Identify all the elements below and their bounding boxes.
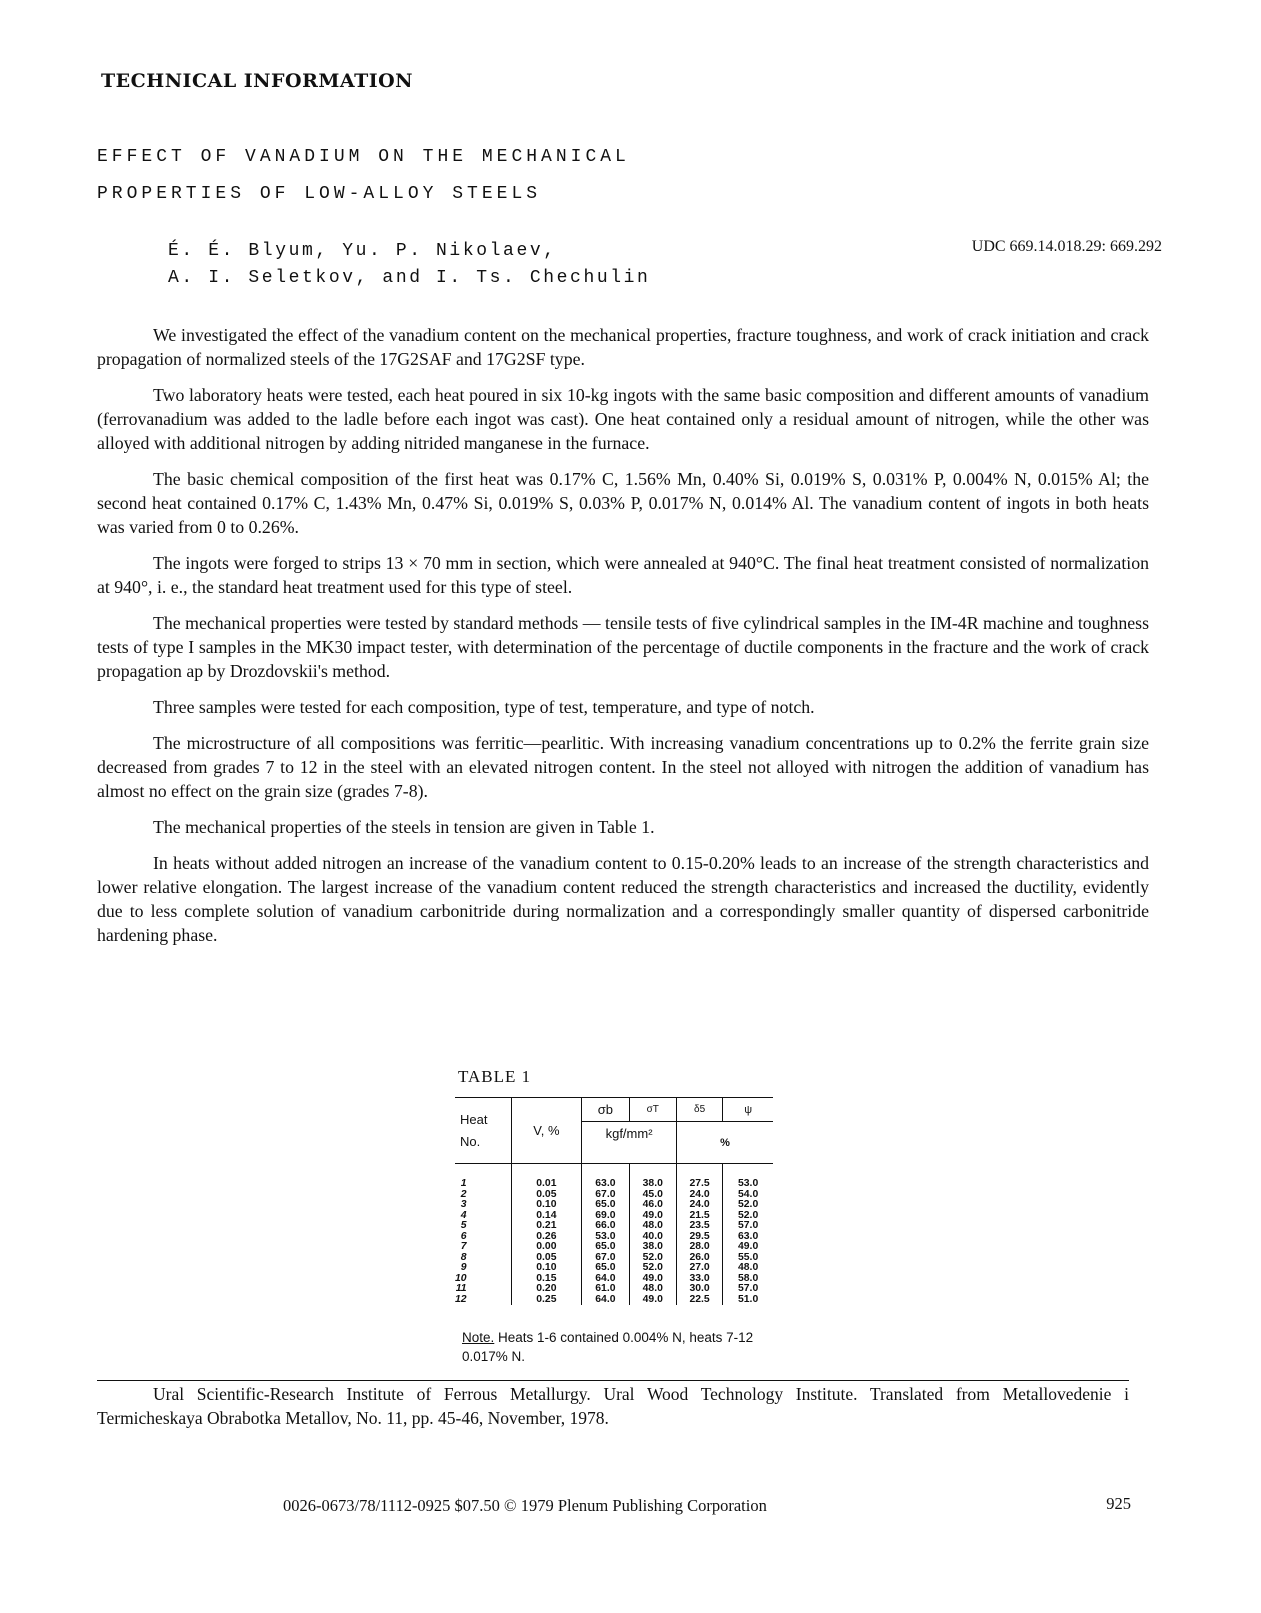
paragraph: In heats without added nitrogen an increase of the vanadium content to 0.15-0.20% leads to an increase of the strength characteristics and lower relative elongation. The largest increase of the vanadium content reduced the strength characteristics and increased the ductility, evidently due to less complete solution of vanadium carbonitride during normalization and a correspondingly smaller quantity of dispersed carbonitride hardening phase. — [97, 853, 1149, 945]
heat-label-line-1: Heat — [460, 1111, 488, 1127]
cell-psi: 54.0 — [723, 1190, 773, 1201]
col-header-heat — [455, 1098, 511, 1164]
col-header-psi: ψ — [723, 1098, 773, 1122]
cell-sb: 65.0 — [582, 1242, 629, 1253]
cell-v: 0.05 — [511, 1253, 582, 1264]
table-row — [455, 1284, 773, 1295]
cell-sb: 67.0 — [582, 1190, 629, 1201]
cell-sb: 61.0 — [582, 1284, 629, 1295]
cell-d: 27.5 — [676, 1164, 722, 1190]
copyright-line: 0026-0673/78/1112-0925 $07.50 © 1979 Plenum Publishing Corporation — [283, 1496, 767, 1515]
cell-st: 49.0 — [629, 1211, 676, 1222]
cell-psi: 58.0 — [723, 1274, 773, 1285]
cell-psi: 52.0 — [723, 1211, 773, 1222]
col-header-delta: δ5 — [676, 1098, 722, 1122]
footnote-rule — [97, 1380, 1129, 1381]
cell-psi: 49.0 — [723, 1242, 773, 1253]
cell-sb: 65.0 — [582, 1263, 629, 1274]
cell-sb: 53.0 — [582, 1232, 629, 1243]
note-label: Note. — [462, 1330, 495, 1345]
cell-st: 45.0 — [629, 1190, 676, 1201]
cell-heat: 10 — [455, 1272, 467, 1284]
paragraph: The mechanical properties of the steels in tension are given in Table 1. — [153, 817, 655, 838]
cell-v: 0.25 — [511, 1295, 582, 1306]
table-row — [455, 1295, 773, 1306]
cell-d: 33.0 — [676, 1274, 722, 1285]
cell-sb: 67.0 — [582, 1253, 629, 1264]
cell-d: 28.0 — [676, 1242, 722, 1253]
table-row — [455, 1242, 773, 1253]
cell-v: 0.20 — [511, 1284, 582, 1295]
cell-v: 0.10 — [511, 1200, 582, 1211]
cell-st: 48.0 — [629, 1284, 676, 1295]
cell-d: 22.5 — [676, 1295, 722, 1306]
cell-heat: 2 — [460, 1188, 467, 1200]
table-caption: TABLE 1 — [458, 1067, 532, 1086]
col-header-sigma-b: σb — [582, 1098, 629, 1122]
cell-sb: 69.0 — [582, 1211, 629, 1222]
cell-heat: 6 — [460, 1230, 467, 1242]
cell-d: 24.0 — [676, 1200, 722, 1211]
cell-d: 30.0 — [676, 1284, 722, 1295]
col-header-v: V, % — [511, 1098, 582, 1164]
cell-sb: 64.0 — [582, 1295, 629, 1306]
cell-d: 24.0 — [676, 1190, 722, 1201]
authors — [168, 238, 650, 292]
unit-stress: kgf/mm² — [582, 1122, 677, 1164]
table-note — [462, 1328, 782, 1366]
cell-heat: 5 — [460, 1220, 467, 1231]
article-title-line-2: PROPERTIES OF LOW-ALLOY STEELS — [97, 184, 542, 204]
cell-st: 38.0 — [629, 1242, 676, 1253]
cell-heat: 7 — [460, 1241, 467, 1252]
cell-v: 0.26 — [511, 1232, 582, 1243]
paragraph: We investigated the effect of the vanadium content on the mechanical properties, fracture toughness, and work of crack initiation and crack propagation of normalized steels of the 17G2SAF and 17G2SF type. — [97, 325, 1149, 369]
table-row — [455, 1200, 773, 1211]
cell-psi: 57.0 — [723, 1221, 773, 1232]
authors-line-2: A. I. Seletkov, and I. Ts. Chechulin — [168, 268, 651, 288]
cell-st: 49.0 — [629, 1295, 676, 1306]
cell-sb: 66.0 — [582, 1221, 629, 1232]
cell-d: 21.5 — [676, 1211, 722, 1222]
section-heading: TECHNICAL INFORMATION — [101, 70, 414, 92]
cell-psi: 48.0 — [723, 1263, 773, 1274]
cell-heat: 1 — [460, 1178, 467, 1189]
cell-d: 23.5 — [676, 1221, 722, 1232]
cell-v: 0.14 — [511, 1211, 582, 1222]
udc-code: UDC 669.14.018.29: 669.292 — [971, 238, 1162, 255]
cell-sb: 65.0 — [582, 1200, 629, 1211]
data-table — [455, 1097, 773, 1305]
note-text: Heats 1-6 contained 0.004% N, heats 7-12 0.017% N. — [462, 1330, 754, 1364]
page-number: 925 — [1106, 1494, 1131, 1513]
paragraph: The basic chemical composition of the first heat was 0.17% C, 1.56% Mn, 0.40% Si, 0.019% S, 0.031% P, 0.004% N, 0.015% Al; the second heat contained 0.17% C, 1.43% Mn, 0.47% Si, 0.019% S, 0.03% P, 0.017% N, 0.014% Al. The vanadium content of ingots in both heats was varied from 0 to 0.26%. — [97, 468, 1149, 537]
affiliation-footnote: Ural Scientific-Research Institute of Ferrous Metallurgy. Ural Wood Technology Institute. Translated from Metallovedenie i Termicheskaya Obrabotka Metallov, No. 11, pp. 45-46, November, 1978. — [97, 1384, 1129, 1428]
cell-v: 0.15 — [511, 1274, 582, 1285]
cell-psi: 57.0 — [723, 1284, 773, 1295]
paragraph: The ingots were forged to strips 13 × 70 mm in section, which were annealed at 940°C. The final heat treatment consisted of normalization at 940°, i. e., the standard heat treatment used for this type of steel. — [97, 552, 1149, 597]
cell-sb: 63.0 — [582, 1164, 629, 1190]
article-title-line-1: EFFECT OF VANADIUM ON THE MECHANICAL — [97, 147, 630, 167]
cell-heat: 11 — [455, 1283, 467, 1294]
cell-st: 48.0 — [629, 1221, 676, 1232]
table-row — [455, 1263, 773, 1274]
cell-st: 52.0 — [629, 1263, 676, 1274]
paragraph: Three samples were tested for each composition, type of test, temperature, and type of notch. — [153, 696, 815, 717]
cell-st: 52.0 — [629, 1253, 676, 1264]
cell-v: 0.10 — [511, 1263, 582, 1274]
heat-label-line-2: No. — [460, 1133, 481, 1149]
paragraph: Two laboratory heats were tested, each heat poured in six 10-kg ingots with the same basic composition and different amounts of vanadium (ferrovanadium was added to the ladle before each ingot was cast). One heat contained only a residual amount of nitrogen, while the other was alloyed with additional nitrogen by adding nitrided manganese in the furnace. — [97, 385, 1149, 453]
cell-st: 46.0 — [629, 1200, 676, 1211]
cell-st: 40.0 — [629, 1232, 676, 1243]
cell-psi: 55.0 — [723, 1253, 773, 1264]
cell-d: 26.0 — [676, 1253, 722, 1264]
article-body — [97, 324, 1149, 960]
cell-v: 0.00 — [511, 1242, 582, 1253]
cell-v: 0.21 — [511, 1221, 582, 1232]
paragraph: The mechanical properties were tested by standard methods — tensile tests of five cylindrical samples in the IM-4R machine and toughness tests of type I samples in the MK30 impact tester, with determination of the percentage of ductile components in the fracture and the work of crack propagation ap by Drozdovskii's method. — [97, 612, 1149, 681]
cell-heat: 12 — [455, 1293, 467, 1305]
authors-line-1: É. É. Blyum, Yu. P. Nikolaev, — [168, 241, 557, 261]
paragraph: The microstructure of all compositions was ferritic—pearlitic. With increasing vanadium concentrations up to 0.2% the ferrite grain size decreased from grades 7 to 12 in the steel with an elevated nitrogen content. In the steel not alloyed with nitrogen the addition of vanadium has almost no effect on the grain size (grades 7-8). — [97, 733, 1149, 801]
unit-percent: % — [676, 1122, 773, 1164]
cell-psi: 63.0 — [723, 1232, 773, 1243]
cell-st: 38.0 — [629, 1164, 676, 1190]
cell-d: 27.0 — [676, 1263, 722, 1274]
cell-psi: 51.0 — [723, 1295, 773, 1306]
table-row — [455, 1164, 773, 1190]
cell-sb: 64.0 — [582, 1274, 629, 1285]
cell-st: 49.0 — [629, 1274, 676, 1285]
cell-v: 0.05 — [511, 1190, 582, 1201]
cell-v: 0.01 — [511, 1164, 582, 1190]
cell-heat: 9 — [460, 1262, 467, 1273]
cell-heat: 8 — [460, 1251, 467, 1263]
cell-heat: 3 — [460, 1199, 467, 1210]
cell-d: 29.5 — [676, 1232, 722, 1243]
cell-heat: 4 — [460, 1209, 467, 1221]
col-header-sigma-t: σT — [629, 1098, 676, 1122]
cell-psi: 53.0 — [723, 1164, 773, 1190]
cell-psi: 52.0 — [723, 1200, 773, 1211]
table-row — [455, 1221, 773, 1232]
